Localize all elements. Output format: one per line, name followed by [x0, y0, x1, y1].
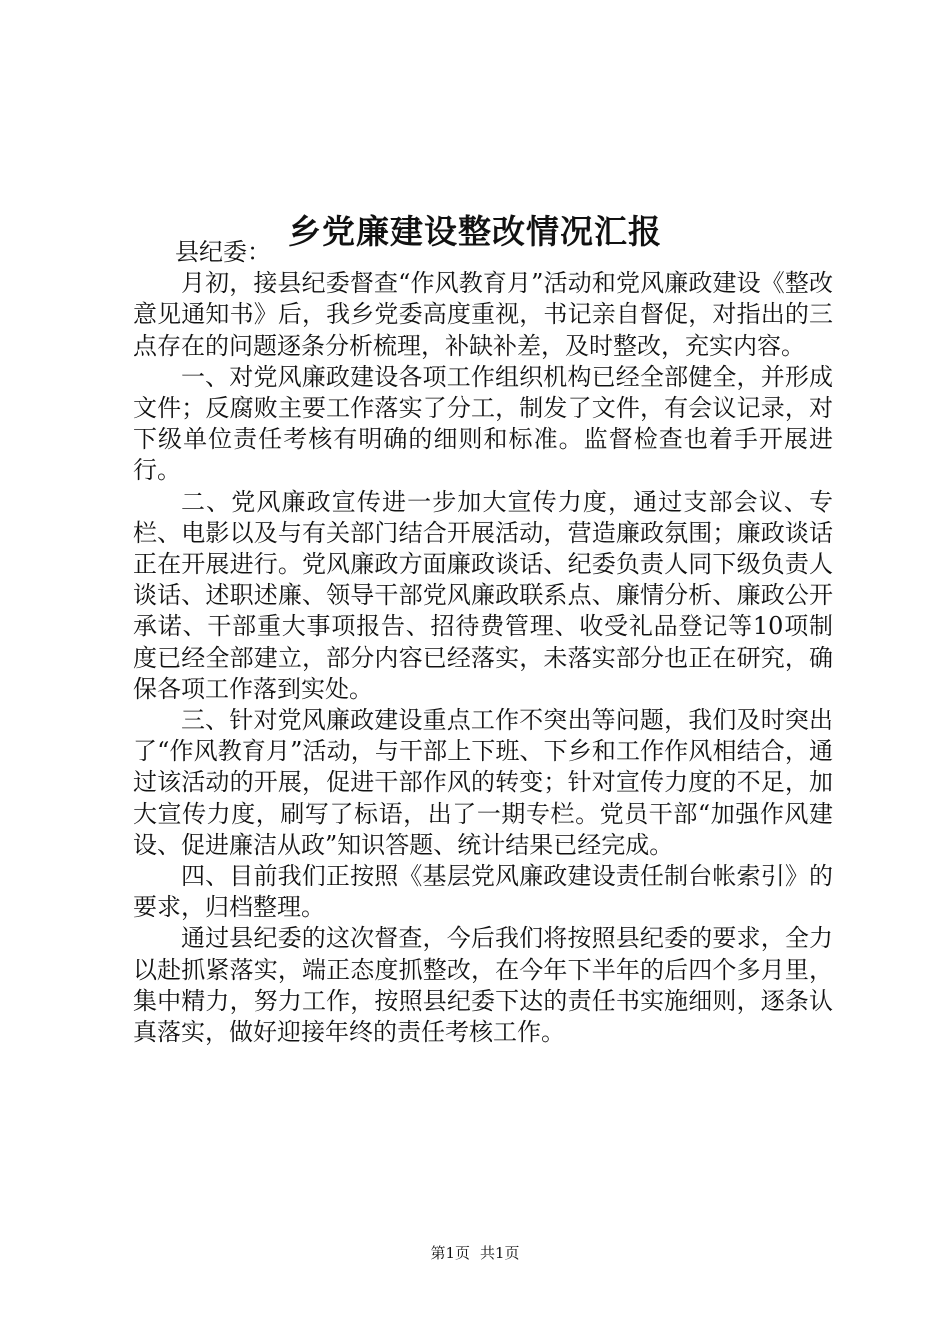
salutation: 县纪委：: [175, 238, 271, 266]
paragraph-item-2: 二、党风廉政宣传进一步加大宣传力度，通过支部会议、专栏、电影以及与有关部门结合开展活动，营造廉政氛围；廉政谈话正在开展进行。党风廉政方面廉政谈话、纪委负责人同下级负责人谈话、述职述廉、领导干部党风廉政联系点、廉情分析、廉政公开承诺、干部重大事项报告、招待费管理、收受礼品登记等10项制度已经全部建立，部分内容已经落实，未落实部分也正在研究，确保各项工作落到实处。: [133, 487, 833, 703]
paragraph-item-1: 一、对党风廉政建设各项工作组织机构已经全部健全，并形成文件；反腐败主要工作落实了分工，制发了文件，有会议记录，对下级单位责任考核有明确的细则和标准。监督检查也着手开展进行。: [133, 362, 833, 485]
page-number: 第1页: [430, 1244, 470, 1262]
page-total: 共1页: [480, 1244, 520, 1262]
page-footer: [0, 1243, 950, 1263]
document-title: 乡党廉建设整改情况汇报: [288, 212, 662, 252]
paragraph-conclusion: 通过县纪委的这次督查，今后我们将按照县纪委的要求，全力以赴抓紧落实，端正态度抓整改，在今年下半年的后四个多月里，集中精力，努力工作，按照县纪委下达的责任书实施细则，逐条认真落实，做好迎接年终的责任考核工作。: [133, 924, 833, 1047]
document-body: [133, 237, 833, 1048]
paragraph-item-4: 四、目前我们正按照《基层党风廉政建设责任制台帐索引》的要求，归档整理。: [133, 862, 833, 922]
paragraph-item-3: 三、针对党风廉政建设重点工作不突出等问题，我们及时突出了“作风教育月”活动，与干部上下班、下乡和工作作风相结合，通过该活动的开展，促进干部作风的转变；针对宣传力度的不足，加大宣传力度，刷写了标语，出了一期专栏。党员干部“加强作风建设、促进廉洁从政”知识答题、统计结果已经完成。: [133, 706, 833, 859]
paragraph-intro: 月初，接县纪委督查“作风教育月”活动和党风廉政建设《整改意见通知书》后，我乡党委高度重视，书记亲自督促，对指出的三点存在的问题逐条分析梳理，补缺补差，及时整改，充实内容。: [133, 269, 833, 360]
